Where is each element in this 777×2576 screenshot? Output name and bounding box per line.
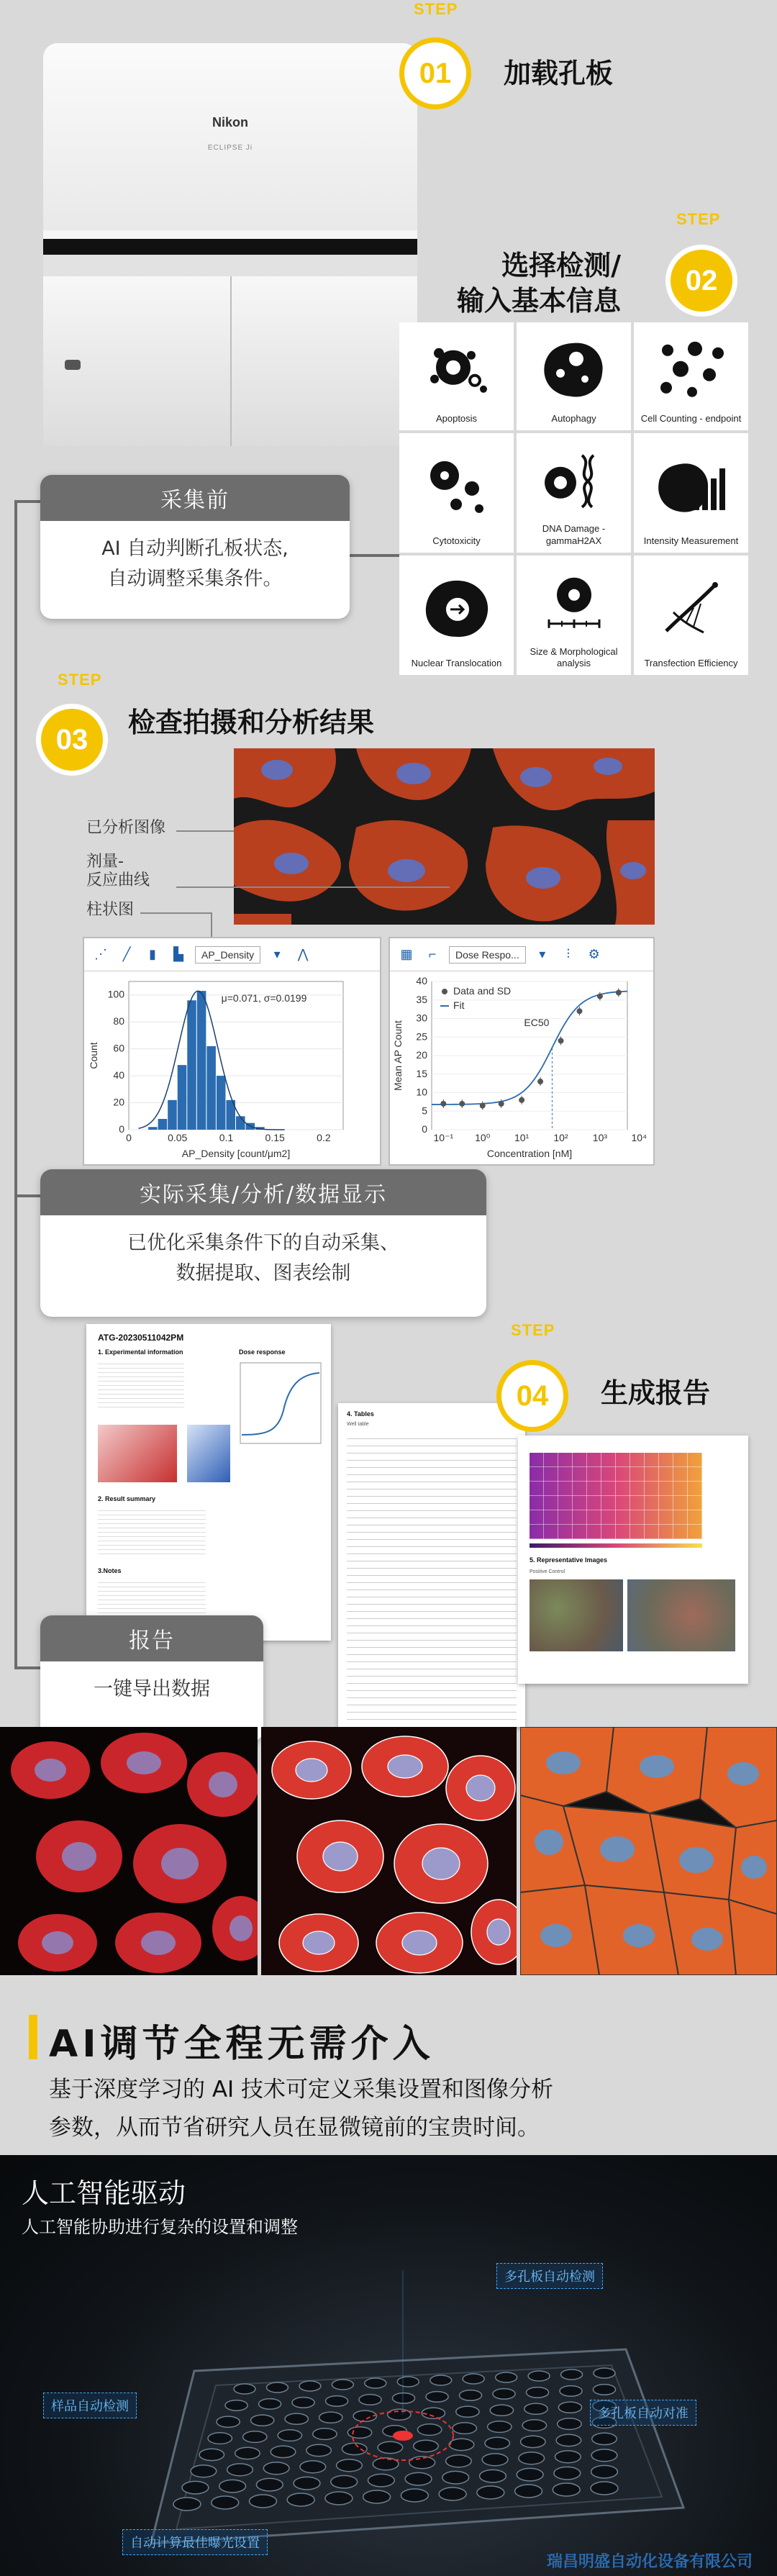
plate-well: [459, 2390, 481, 2401]
plate-well: [363, 2490, 391, 2503]
histogram-bar: [158, 1119, 168, 1130]
dose-response-panel: [388, 937, 655, 1166]
histogram-xtick: 0.1: [219, 1132, 234, 1143]
plate-well: [493, 2389, 515, 2400]
histogram-bar: [197, 991, 206, 1130]
watermark-company: 瑞昌明盛自动化设备有限公司: [547, 2553, 753, 2571]
size-morphology-icon: [535, 560, 614, 646]
histogram-toolbar: [84, 938, 380, 971]
plate-well: [591, 2482, 618, 2495]
plate-well: [294, 2477, 320, 2489]
callout-pre-body: [40, 521, 350, 607]
histogram-xtick: 0.05: [168, 1132, 188, 1143]
plate-well: [405, 2472, 432, 2485]
assay-label: Apoptosis: [435, 412, 478, 424]
report-table-grid: [347, 1432, 517, 1720]
plate-well: [463, 2374, 484, 2384]
assay-label: Size & Morphological analysis: [530, 645, 618, 668]
plate-well: [182, 2481, 209, 2493]
microscope-model: ECLIPSE Ji: [207, 144, 253, 152]
report-tables: 4. Tables: [347, 1410, 374, 1418]
plate-well: [414, 2440, 439, 2452]
plate-well: [234, 2384, 255, 2394]
step-title-02-line1: 选择检测/: [501, 250, 622, 281]
ai-dark-panel: [0, 2155, 777, 2576]
plate-well: [591, 2465, 618, 2477]
dose-data-point: [499, 1101, 504, 1107]
ai-title-bar: [29, 2015, 37, 2059]
plate-well: [347, 2427, 371, 2439]
histogram-xtick: 0: [126, 1132, 132, 1143]
step-title-01: 加载孔板: [504, 58, 614, 89]
plate-well: [287, 2493, 314, 2506]
dose-data-point: [616, 989, 622, 995]
bar-chart-icon[interactable]: ▮: [149, 947, 156, 961]
assay-size-morphology[interactable]: [517, 555, 631, 675]
plate-well: [266, 2382, 288, 2393]
histogram-xtick: 0.15: [265, 1132, 285, 1143]
report-rep-images: 5. Representative Images: [530, 1556, 608, 1564]
histogram-xtick: 0.2: [317, 1132, 331, 1143]
report-title: ATG-20230511042PM: [98, 1333, 184, 1343]
dose-xtick: 10⁴: [631, 1132, 648, 1143]
assay-grid: [399, 322, 748, 675]
histogram-bar: [168, 1100, 177, 1130]
dose-ytick: 30: [416, 1012, 427, 1024]
plate-well: [401, 2489, 428, 2502]
plate-well: [342, 2443, 367, 2454]
dose-legend-data: Data and SD: [453, 985, 512, 997]
plate-well: [456, 2406, 479, 2417]
label-analyzed-image: 已分析图像: [86, 819, 166, 837]
label-dose-line: [176, 886, 450, 888]
plate-well: [485, 2437, 510, 2449]
microscope-brand: Nikon: [212, 115, 248, 130]
label-dose-line1: 剂量-: [86, 853, 124, 871]
histogram-ytick: 40: [113, 1069, 124, 1081]
histogram-ytick: 60: [113, 1042, 124, 1054]
report-dose-response-title: Dose response: [239, 1348, 286, 1356]
histogram-ytick: 80: [113, 1015, 124, 1028]
plate-well: [378, 2441, 403, 2453]
assay-transfection[interactable]: [634, 555, 748, 675]
chevron-down-icon[interactable]: ▾: [539, 947, 546, 961]
plate-well: [292, 2398, 314, 2408]
plate-well: [439, 2487, 466, 2500]
plate-well: [332, 2380, 353, 2390]
dna-damage-icon: [535, 437, 614, 524]
plate-well: [243, 2431, 267, 2443]
table-icon[interactable]: ▦: [400, 947, 413, 961]
callout-pre-title: 采集前: [40, 475, 350, 521]
histogram-bar: [178, 1065, 187, 1130]
plate-well: [313, 2428, 337, 2440]
ai-desc-line2: 参数，从而节省研究人员在显微镜前的宝贵时间。: [49, 2114, 540, 2141]
connector-to-report: [14, 1666, 43, 1669]
hud-multiwell-align: 多孔板自动对准: [590, 2400, 696, 2426]
plate-well: [258, 2399, 281, 2410]
plate-well: [251, 2415, 274, 2426]
plate-well: [524, 2403, 547, 2414]
assay-cytotoxicity[interactable]: [399, 433, 514, 553]
histogram-ytick: 20: [113, 1096, 124, 1108]
plate-well: [208, 2433, 232, 2444]
plate-well: [446, 2455, 472, 2467]
plate-well: [249, 2495, 276, 2508]
callout-report-title: 报告: [40, 1615, 263, 1661]
histogram-panel: [83, 937, 381, 1166]
chevron-down-icon[interactable]: ▾: [273, 947, 281, 961]
plate-well: [592, 2433, 617, 2444]
dose-data-point: [519, 1097, 524, 1103]
label-analyzed-line: [176, 830, 234, 832]
callout-actual-body: [40, 1215, 486, 1302]
ai-panel-subtitle: 人工智能协助进行复杂的设置和调整: [22, 2217, 298, 2237]
dose-ytick: 0: [422, 1123, 427, 1135]
ai-panel-title: 人工智能驱动: [22, 2177, 186, 2209]
plate-well: [199, 2449, 224, 2460]
plate-well: [490, 2405, 513, 2416]
histogram-ytick: 100: [107, 988, 124, 1000]
plate-well: [558, 2418, 581, 2430]
hud-multiwell-detect: 多孔板自动检测: [496, 2263, 603, 2289]
plate-well: [173, 2498, 201, 2511]
ai-desc-line1: 基于深度学习的 AI 技术可定义采集设置和图像分析: [49, 2077, 554, 2103]
callout-pre-acquisition: [40, 475, 350, 619]
plate-well: [299, 2381, 321, 2391]
plate-well: [365, 2378, 386, 2388]
dose-toolbar: [390, 938, 653, 971]
plate-well: [388, 2409, 411, 2420]
dose-xlabel: Concentration [nM]: [486, 1148, 573, 1159]
step-label-03: STEP: [58, 671, 102, 689]
plate-well: [594, 2368, 615, 2378]
histogram-chart: [84, 971, 380, 1164]
dose-data-point: [597, 994, 603, 999]
histogram-bar: [206, 1046, 216, 1130]
dose-ytick: 25: [416, 1030, 427, 1043]
plate-well: [212, 2496, 239, 2509]
plate-well: [528, 2371, 550, 2381]
plate-well: [331, 2475, 358, 2487]
plate-well: [555, 2451, 581, 2463]
histogram-bar: [148, 1127, 158, 1130]
step-title-04: 生成报告: [601, 1377, 711, 1409]
cell-counting-icon: [652, 327, 731, 413]
plate-well: [477, 2486, 504, 2499]
connector-pre-to-step02: [345, 554, 399, 557]
histogram-annotation: μ=0.071, σ=0.0199: [221, 992, 307, 1004]
step-badge-03: 03: [36, 704, 108, 776]
fluorescence-image-mask: [520, 1727, 777, 1975]
plate-well: [417, 2424, 441, 2436]
histogram-bar: [217, 1076, 226, 1130]
plate-well: [554, 2467, 581, 2479]
step-title-03: 检查拍摄和分析结果: [128, 707, 375, 738]
plate-well: [409, 2457, 435, 2469]
line-chart-icon[interactable]: ╱: [122, 947, 131, 961]
plate-well: [482, 2454, 508, 2466]
label-dose-response: [86, 853, 150, 891]
plate-well: [515, 2485, 542, 2498]
assay-dna-damage[interactable]: [517, 433, 631, 553]
plate-well: [325, 2492, 353, 2505]
plate-well: [480, 2470, 506, 2482]
plate-well: [522, 2420, 546, 2431]
dose-xtick: 10⁰: [475, 1132, 491, 1143]
plate-well: [217, 2416, 240, 2427]
dose-xtick: 10³: [592, 1132, 608, 1143]
plate-well: [591, 2449, 617, 2462]
assay-label: DNA Damage - gammaH2AX: [542, 523, 606, 546]
callout-report: [40, 1615, 263, 1741]
dose-ytick: 20: [416, 1049, 427, 1061]
plate-well: [353, 2411, 376, 2421]
autophagy-icon: [535, 327, 614, 413]
step-title-02-line2: 输入基本信息: [457, 285, 622, 317]
step-title-02: [457, 248, 621, 319]
callout-pre-line1: AI 自动判断孔板状态,: [101, 538, 288, 560]
plate-well: [278, 2430, 301, 2441]
callout-actual-title: 实际采集/分析/数据显示: [40, 1169, 486, 1215]
plate-well: [517, 2468, 543, 2480]
scatter-plot-icon[interactable]: ⋰: [94, 947, 107, 961]
report-heatmap-blue: [187, 1425, 230, 1482]
plate-well: [300, 2461, 326, 2473]
step-badge-02: 02: [665, 245, 737, 317]
callout-actual-acquisition: [40, 1169, 486, 1317]
step-label-04: STEP: [511, 1321, 555, 1339]
report-dose-curve: [237, 1360, 324, 1446]
dose-data-point: [480, 1103, 486, 1109]
plate-well: [593, 2385, 615, 2395]
plate-well: [449, 2439, 474, 2450]
plate-well: [430, 2375, 452, 2385]
dose-ytick: 15: [416, 1067, 427, 1079]
plate-well: [225, 2400, 247, 2411]
assay-cell-counting[interactable]: [634, 322, 748, 430]
fluorescence-image-segmented: [261, 1727, 517, 1975]
dose-data-point: [537, 1079, 543, 1084]
microscope-image: [43, 43, 417, 446]
dose-xtick: 10²: [553, 1132, 568, 1143]
analyzed-cell-image: [234, 748, 655, 925]
dose-data-point: [459, 1101, 465, 1107]
ai-title: AI调节全程无需介入: [49, 2023, 435, 2066]
hud-auto-exposure: 自动计算最佳曝光设置: [122, 2529, 268, 2555]
plate-well: [526, 2387, 548, 2398]
dose-xtick: 10¹: [514, 1132, 530, 1143]
step-badge-04: 04: [496, 1360, 568, 1432]
report-section3: 3.Notes: [98, 1567, 122, 1574]
dose-legend-fit: Fit: [453, 999, 465, 1011]
plate-well: [285, 2413, 308, 2424]
assay-autophagy[interactable]: [517, 322, 631, 430]
dose-ytick: 10: [416, 1086, 427, 1098]
apoptosis-icon: [417, 327, 496, 413]
report-plate-heatmap: [530, 1453, 702, 1539]
intensity-icon: [652, 437, 731, 535]
label-histogram: 柱状图: [86, 901, 135, 919]
report-section1: 1. Experimental information: [98, 1348, 183, 1356]
plate-well: [256, 2478, 283, 2490]
callout-actual-line1: 已优化采集条件下的自动采集、: [127, 1232, 399, 1254]
plate-well: [558, 2402, 581, 2413]
report-heatmap-red: [98, 1425, 177, 1482]
plate-well: [219, 2480, 246, 2492]
callout-report-body[interactable]: 一键导出数据: [94, 1678, 210, 1700]
plate-well: [442, 2471, 469, 2483]
histogram-bar: [187, 1000, 196, 1130]
plate-well: [263, 2462, 289, 2475]
step-label-01: STEP: [414, 0, 458, 18]
dose-legend-point: [442, 989, 447, 994]
histogram-type-icon[interactable]: ▙: [173, 947, 183, 961]
step-label-02: STEP: [676, 210, 721, 228]
plate-well: [392, 2393, 414, 2404]
nuclear-translocation-icon: [417, 560, 496, 658]
plate-well: [553, 2483, 580, 2496]
report-positive-control: Positive Control: [530, 1569, 565, 1574]
error-bars-icon[interactable]: ⫶: [566, 947, 570, 961]
hud-sample-detect: 样品自动检测: [43, 2393, 137, 2418]
connector-vertical: [14, 500, 17, 1669]
plate-well: [519, 2452, 545, 2464]
dose-response-chart: [390, 971, 653, 1164]
histogram-measure-select[interactable]: AP_Density: [195, 946, 260, 963]
dose-data-point: [558, 1038, 564, 1043]
histogram-xlabel: AP_Density [count/μm2]: [181, 1148, 291, 1159]
plate-well: [488, 2421, 512, 2433]
dose-ytick: 40: [416, 975, 427, 987]
assay-apoptosis[interactable]: [399, 322, 514, 430]
curve-icon[interactable]: ⌐: [428, 947, 437, 961]
report-rep-image-1: [530, 1579, 623, 1651]
plate-well: [556, 2434, 581, 2446]
assay-nuclear-translocation[interactable]: [399, 555, 514, 675]
report-rep-image-2: [627, 1579, 735, 1651]
plate-well: [561, 2369, 583, 2380]
ai-description: [49, 2071, 553, 2146]
connector-to-actual: [14, 1194, 43, 1197]
report-page-2: [338, 1403, 525, 1727]
plate-well: [359, 2395, 381, 2405]
connector-top: [14, 500, 43, 503]
assay-label: Nuclear Translocation: [411, 657, 502, 668]
histogram-ylabel: Count: [88, 1042, 99, 1069]
dose-ytick: 35: [416, 993, 427, 1005]
step-badge-01: 01: [399, 37, 471, 109]
plate-well: [426, 2392, 448, 2403]
fluorescence-image-raw: [0, 1727, 258, 1975]
callout-actual-line2: 数据提取、图表绘制: [176, 1261, 351, 1284]
report-section2: 2. Result summary: [98, 1495, 156, 1502]
dose-xtick: 10⁻¹: [433, 1132, 454, 1143]
settings-icon[interactable]: ⚙: [588, 947, 600, 961]
dose-analysis-select[interactable]: Dose Respo...: [449, 946, 526, 963]
assay-label: Cell Counting - endpoint: [640, 412, 742, 424]
plate-well: [271, 2446, 296, 2457]
dose-ylabel: Mean AP Count: [392, 1020, 404, 1091]
histogram-ytick: 0: [119, 1123, 124, 1135]
plate-well: [368, 2474, 394, 2486]
plate-well: [560, 2386, 582, 2397]
plate-well: [453, 2423, 476, 2434]
report-info-rows: [98, 1360, 184, 1410]
plate-well: [397, 2377, 419, 2387]
report-page-1: [86, 1324, 331, 1641]
plate-well: [235, 2447, 260, 2459]
assay-label: Autophagy: [551, 412, 596, 424]
transfection-icon: [652, 560, 731, 658]
report-well-table: Well table: [347, 1422, 369, 1427]
label-histogram-line: [140, 912, 212, 914]
dose-data-point: [576, 1008, 582, 1014]
assay-intensity[interactable]: [634, 433, 748, 553]
dose-ec50-label: EC50: [524, 1016, 550, 1028]
assay-label: Transfection Efficiency: [644, 657, 738, 668]
plate-well: [520, 2436, 545, 2447]
dose-data-point: [440, 1101, 446, 1107]
plate-well: [191, 2465, 217, 2477]
assay-label: Cytotoxicity: [432, 535, 481, 546]
report-summary-rows: [98, 1507, 206, 1557]
distribution-icon[interactable]: ⋀: [297, 947, 309, 961]
label-dose-line2: 反应曲线: [86, 871, 150, 890]
plate-well: [337, 2459, 363, 2472]
assay-label: Intensity Measurement: [643, 535, 739, 546]
callout-pre-line2: 自动调整采集条件。: [107, 567, 283, 590]
report-page-3: [518, 1436, 748, 1684]
report-colorbar: [530, 1543, 702, 1548]
histogram-bar: [236, 1116, 245, 1130]
plate-well: [325, 2396, 347, 2407]
plate-well: [227, 2464, 253, 2476]
cytotoxicity-icon: [417, 437, 496, 535]
plate-well: [319, 2412, 342, 2423]
plate-well: [496, 2372, 517, 2382]
plate-well: [306, 2444, 332, 2456]
dose-ytick: 5: [422, 1105, 427, 1117]
